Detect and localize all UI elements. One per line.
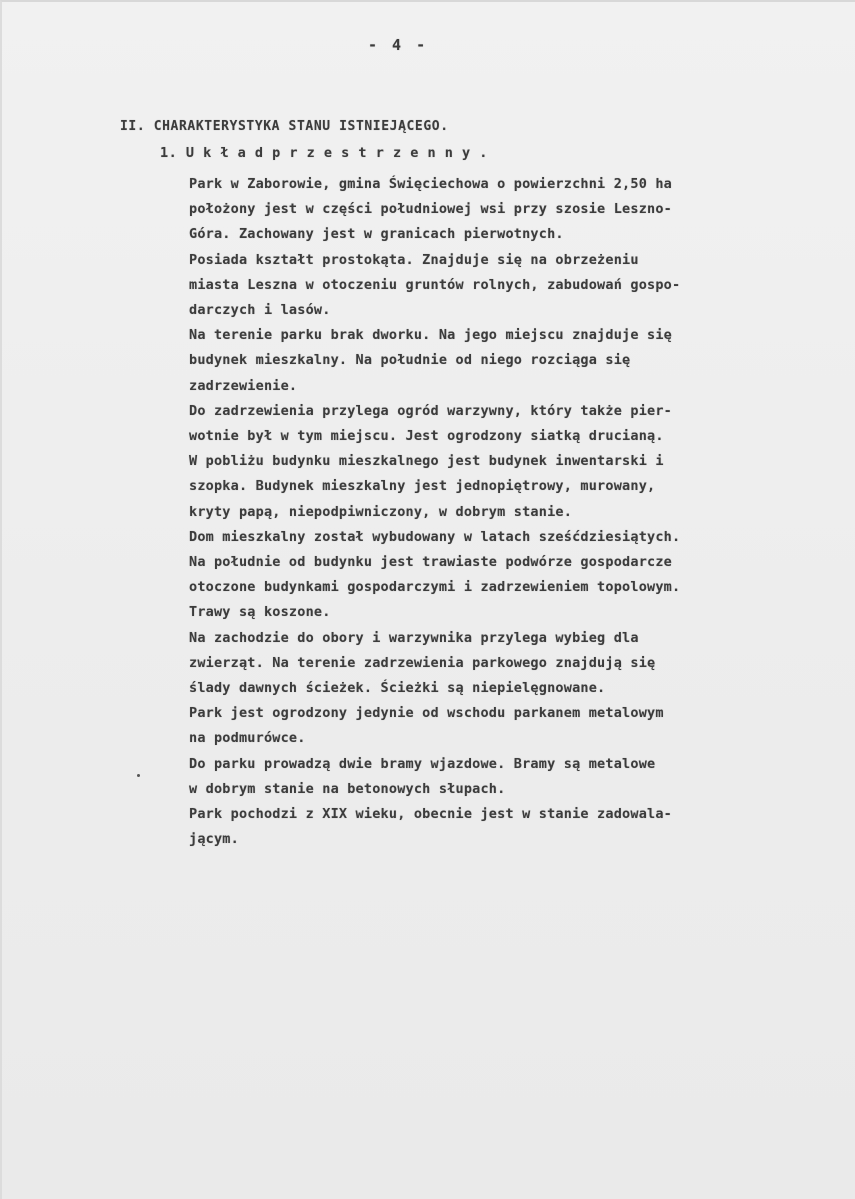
body-line: W pobliżu budynku mieszkalnego jest budynek inwentarski i [189, 453, 664, 470]
body-line: Posiada kształt prostokąta. Znajduje się na obrzeżeniu [189, 251, 639, 268]
body-line: Na terenie parku brak dworku. Na jego miejscu znajduje się [189, 327, 673, 344]
body-line: w dobrym stanie na betonowych słupach. [189, 780, 506, 797]
body-line: Góra. Zachowany jest w granicach pierwotnych. [189, 226, 564, 243]
body-line: jącym. [189, 831, 239, 848]
paper-speck [137, 774, 140, 777]
body-line: Do parku prowadzą dwie bramy wjazdowe. Bramy są metalowe [189, 755, 656, 772]
section-heading: II. CHARAKTERYSTYKA STANU ISTNIEJĄCEGO. [120, 119, 449, 134]
body-line: budynek mieszkalny. Na południe od niego rozciąga się [189, 352, 631, 369]
body-line: darczych i lasów. [189, 302, 331, 318]
body-line: Park pochodzi z XIX wieku, obecnie jest w stanie zadowala- [189, 806, 673, 822]
body-line: miasta Leszna w otoczeniu gruntów rolnych, zabudowań gospo- [189, 276, 681, 293]
body-line: kryty papą, niepodpiwniczony, w dobrym stanie. [189, 503, 573, 520]
body-line: na podmurówce. [189, 730, 306, 747]
body-line: zwierząt. Na terenie zadrzewienia parkowego znajdują się [189, 654, 656, 671]
page-number: - 4 - [368, 36, 429, 54]
body-line: otoczone budynkami gospodarczymi i zadrzewieniem topolowym. [189, 579, 681, 596]
body-line: położony jest w części południowej wsi przy szosie Leszno- [189, 201, 673, 218]
body-line: zadrzewienie. [189, 377, 298, 394]
body-line: szopka. Budynek mieszkalny jest jednopiętrowy, murowany, [189, 478, 656, 495]
body-line: wotnie był w tym miejscu. Jest ogrodzony siatką drucianą. [189, 428, 664, 444]
body-line: Do zadrzewienia przylega ogród warzywny, który także pier- [189, 402, 673, 419]
body-line: Park jest ogrodzony jedynie od wschodu parkanem metalowym [189, 705, 664, 722]
body-line: Na zachodzie do obory i warzywnika przylega wybieg dla [189, 629, 639, 646]
body-line: Na południe od budynku jest trawiaste podwórze gospodarcze [189, 554, 673, 570]
body-line: ślady dawnych ścieżek. Ścieżki są niepielęgnowane. [189, 680, 606, 696]
body-line: Dom mieszkalny został wybudowany w latach sześćdziesiątych. [189, 528, 681, 545]
subsection-heading: 1. U k ł a d p r z e s t r z e n n y . [160, 145, 488, 161]
body-line: Trawy są koszone. [189, 604, 331, 621]
body-line: Park w Zaborowie, gmina Święciechowa o powierzchni 2,50 ha [189, 176, 673, 192]
